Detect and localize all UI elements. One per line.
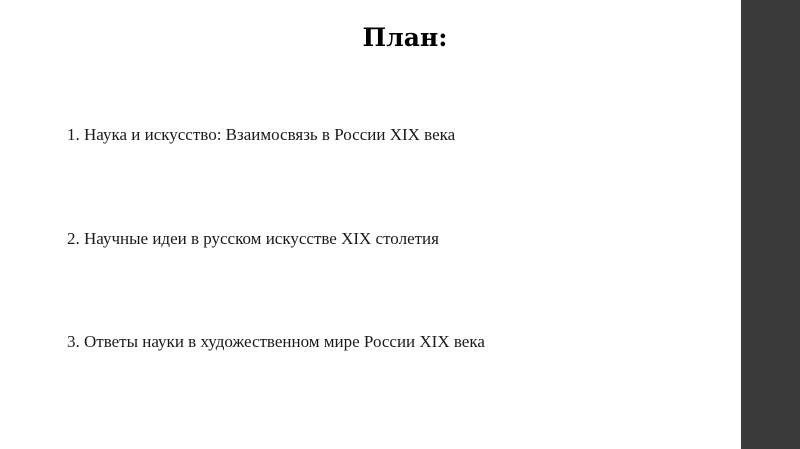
plan-item-1: 1. Наука и искусство: Взаимосвязь в России XIX века <box>67 125 456 144</box>
side-panel <box>741 0 800 449</box>
plan-item-3: 3. Ответы науки в художественном мире России XIX века <box>67 332 485 351</box>
slide-title: План: <box>362 23 448 52</box>
plan-item-2: 2. Научные идеи в русском искусстве XIX столетия <box>67 229 439 248</box>
